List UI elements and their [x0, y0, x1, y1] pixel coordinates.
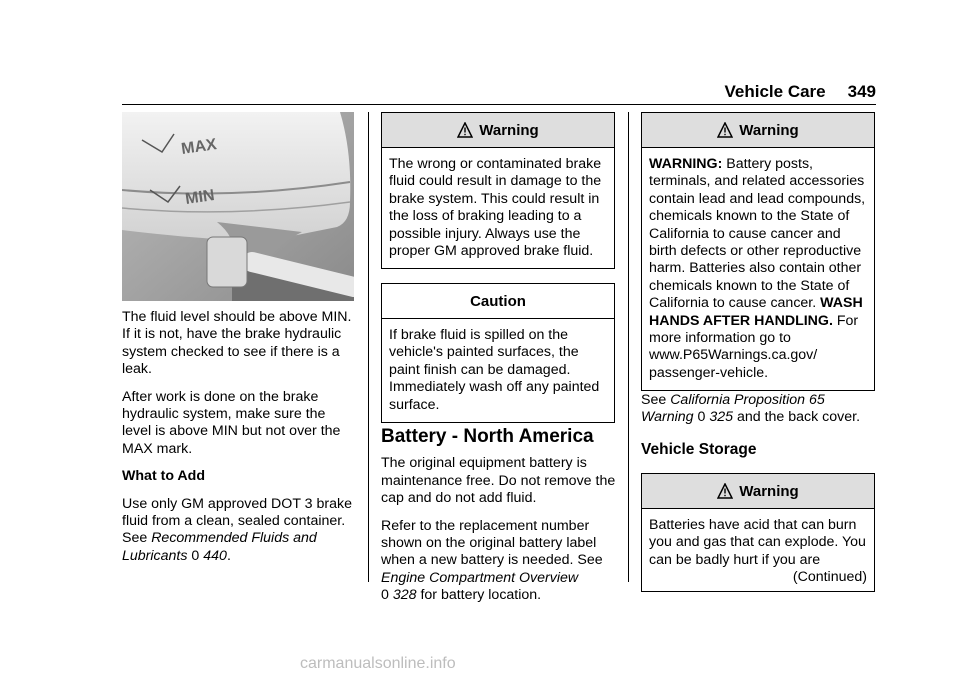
warning-header: Warning: [642, 113, 874, 148]
paragraph: Refer to the replacement number shown on the original battery label when a new battery is needed. See Engine Compartment Overview 0 328 for battery location.: [381, 517, 603, 604]
running-header: [612, 82, 876, 102]
paragraph: See California Proposition 65 Warning 0 325 and the back cover.: [641, 392, 861, 426]
xref-page[interactable]: 440: [203, 547, 227, 564]
warning-icon: [717, 122, 733, 138]
continued-label: (Continued): [792, 569, 867, 586]
warning-body: The wrong or contaminated brake fluid could result in damage to the brake system. This could result in the loss of braking leading to a possible injury. Always use the proper GM approved brake fluid.: [389, 156, 602, 260]
ref-icon: 0: [697, 409, 706, 426]
caution-body: If brake fluid is spilled on the vehicle's painted surfaces, the paint finish can be damaged. Immediately wash off any painted surface.: [389, 327, 600, 413]
xref-link[interactable]: California Proposition 65 Warning: [641, 392, 825, 426]
warning-icon: [717, 483, 733, 499]
column-1-text: [122, 309, 356, 575]
xref-link[interactable]: Engine Compartment Overview: [381, 569, 579, 586]
paragraph: The original equipment battery is maintenance free. Do not remove the cap and do not add fluid.: [381, 455, 616, 507]
ref-icon: 0: [381, 587, 389, 604]
paragraph: After work is done on the brake hydraulic system, make sure the level is above MIN but not over the MAX mark.: [122, 388, 341, 457]
warning-box-battery-acid: [641, 473, 875, 592]
caution-header: Caution: [382, 284, 614, 319]
warning-body: Batteries have acid that can burn you and gas that can explode. You can be badly hurt if you are (Continued): [649, 517, 867, 586]
column-3-text: [641, 392, 875, 468]
vehicle-storage-heading: Vehicle Storage: [641, 440, 757, 458]
column-divider: [628, 112, 629, 582]
min-label: MIN: [184, 187, 216, 208]
warning-header: Warning: [382, 113, 614, 148]
xref-page[interactable]: 325: [709, 409, 734, 426]
column-divider: [368, 112, 369, 582]
warning-box-prop65: [641, 112, 875, 391]
ref-icon: 0: [191, 547, 200, 564]
warning-icon: [457, 122, 473, 138]
header-rule: [122, 104, 876, 105]
warning-body: WARNING: Battery posts, terminals, and related accessories contain lead and lead compounds, chemicals known to the State of California to cause cancer and birth defects or other reproductive harm. Batteries also contain other chemicals known to the State of California to cause cancer. WASH HANDS AFTER HANDLING. For more information go to www.P65Warnings.ca.gov/ passenger-vehicle.: [649, 156, 866, 381]
paragraph: Use only GM approved DOT 3 brake fluid from a clean, sealed container. See Recommended Fluids and Lubricants 0 440.: [122, 495, 352, 564]
warning-header: Warning: [642, 474, 874, 509]
max-label: MAX: [180, 136, 218, 158]
warning-box-brake-fluid: [381, 112, 615, 269]
battery-heading: Battery - North America: [381, 426, 594, 447]
brake-reservoir-image: [122, 112, 354, 301]
paragraph: The fluid level should be above MIN. If it is not, have the brake hydraulic system checked to see if there is a leak.: [122, 309, 352, 378]
section-title: Vehicle Care: [724, 82, 826, 101]
watermark: carmanualsonline.info: [300, 655, 456, 672]
caution-box: [381, 283, 615, 423]
page-number: 349: [847, 82, 876, 101]
subheading-what-to-add: What to Add: [122, 468, 205, 485]
xref-link[interactable]: Recommended Fluids and Lubricants: [122, 530, 317, 564]
xref-page[interactable]: 328: [392, 587, 417, 604]
column-2-text: [381, 428, 617, 615]
